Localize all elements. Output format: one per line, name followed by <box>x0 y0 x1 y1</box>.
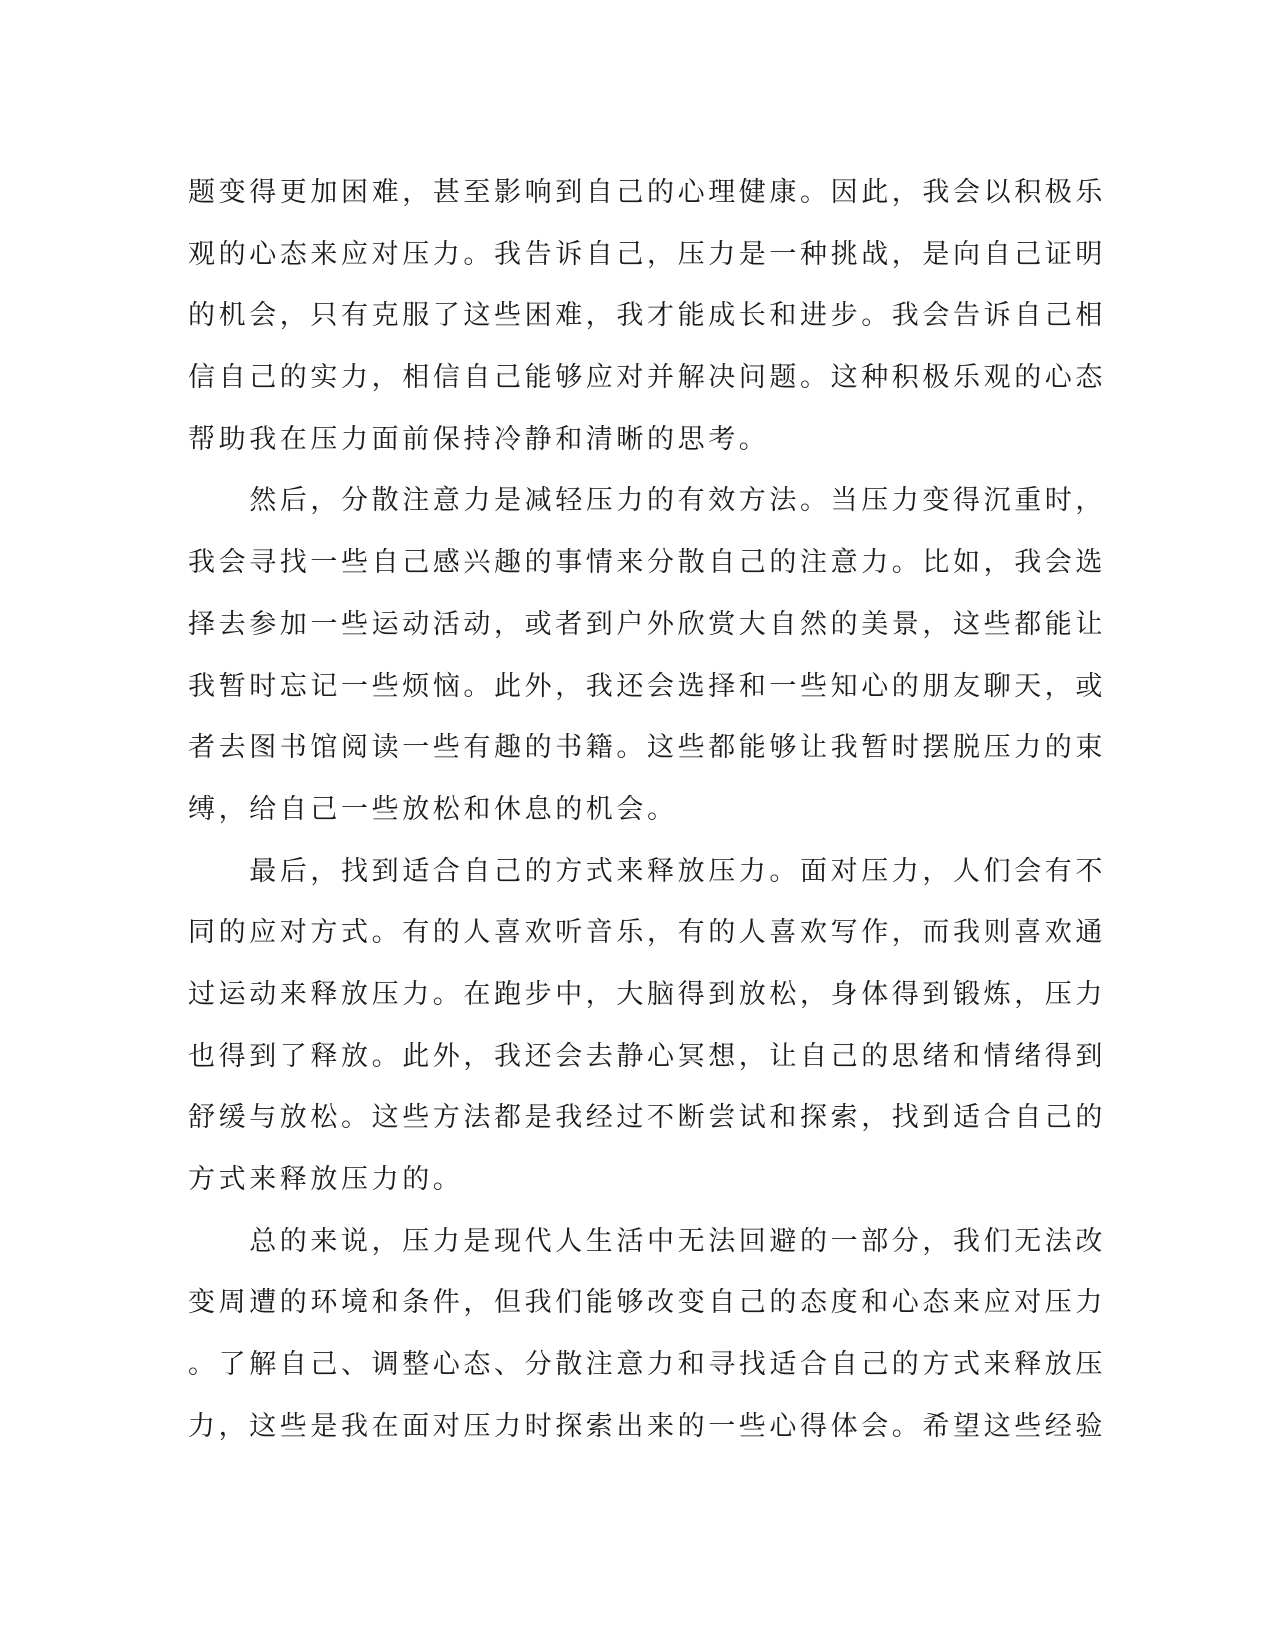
text-line: 帮助我在压力面前保持冷静和清晰的思考。 <box>188 423 770 455</box>
text-line: 然后，分散注意力是减轻压力的有效方法。当压力变得沉重时， <box>188 485 1106 517</box>
text-line: 。了解自己、调整心态、分散注意力和寻找适合自己的方式来释放压 <box>188 1349 1106 1381</box>
body-text <box>188 162 1106 1457</box>
text-line: 方式来释放压力的。 <box>188 1164 464 1195</box>
text-line: 我暂时忘记一些烦恼。此外，我还会选择和一些知心的朋友聊天，或 <box>188 670 1106 702</box>
text-line: 最后，找到适合自己的方式来释放压力。面对压力，人们会有不 <box>188 855 1106 887</box>
text-line: 同的应对方式。有的人喜欢听音乐，有的人喜欢写作，而我则喜欢通 <box>188 917 1106 949</box>
text-line: 舒缓与放松。这些方法都是我经过不断尝试和探索，找到适合自己的 <box>188 1102 1106 1134</box>
text-line: 的机会，只有克服了这些困难，我才能成长和进步。我会告诉自己相 <box>188 300 1106 332</box>
text-line: 缚，给自己一些放松和休息的机会。 <box>188 793 678 825</box>
text-line: 择去参加一些运动活动，或者到户外欣赏大自然的美景，这些都能让 <box>188 608 1106 640</box>
text-line: 信自己的实力，相信自己能够应对并解决问题。这种积极乐观的心态 <box>188 362 1106 394</box>
text-line: 力，这些是我在面对压力时探索出来的一些心得体会。希望这些经验 <box>188 1410 1106 1442</box>
text-line: 也得到了释放。此外，我还会去静心冥想，让自己的思绪和情绪得到 <box>188 1040 1106 1072</box>
text-line: 我会寻找一些自己感兴趣的事情来分散自己的注意力。比如，我会选 <box>188 547 1106 579</box>
text-line: 题变得更加困难，甚至影响到自己的心理健康。因此，我会以积极乐 <box>188 177 1106 208</box>
text-line: 观的心态来应对压力。我告诉自己，压力是一种挑战，是向自己证明 <box>188 238 1106 270</box>
text-line: 者去图书馆阅读一些有趣的书籍。这些都能够让我暂时摆脱压力的束 <box>188 732 1106 764</box>
text-line: 变周遭的环境和条件，但我们能够改变自己的态度和心态来应对压力 <box>188 1287 1106 1319</box>
text-line: 总的来说，压力是现代人生活中无法回避的一部分，我们无法改 <box>188 1225 1106 1257</box>
text-line: 过运动来释放压力。在跑步中，大脑得到放松，身体得到锻炼，压力 <box>188 978 1106 1010</box>
